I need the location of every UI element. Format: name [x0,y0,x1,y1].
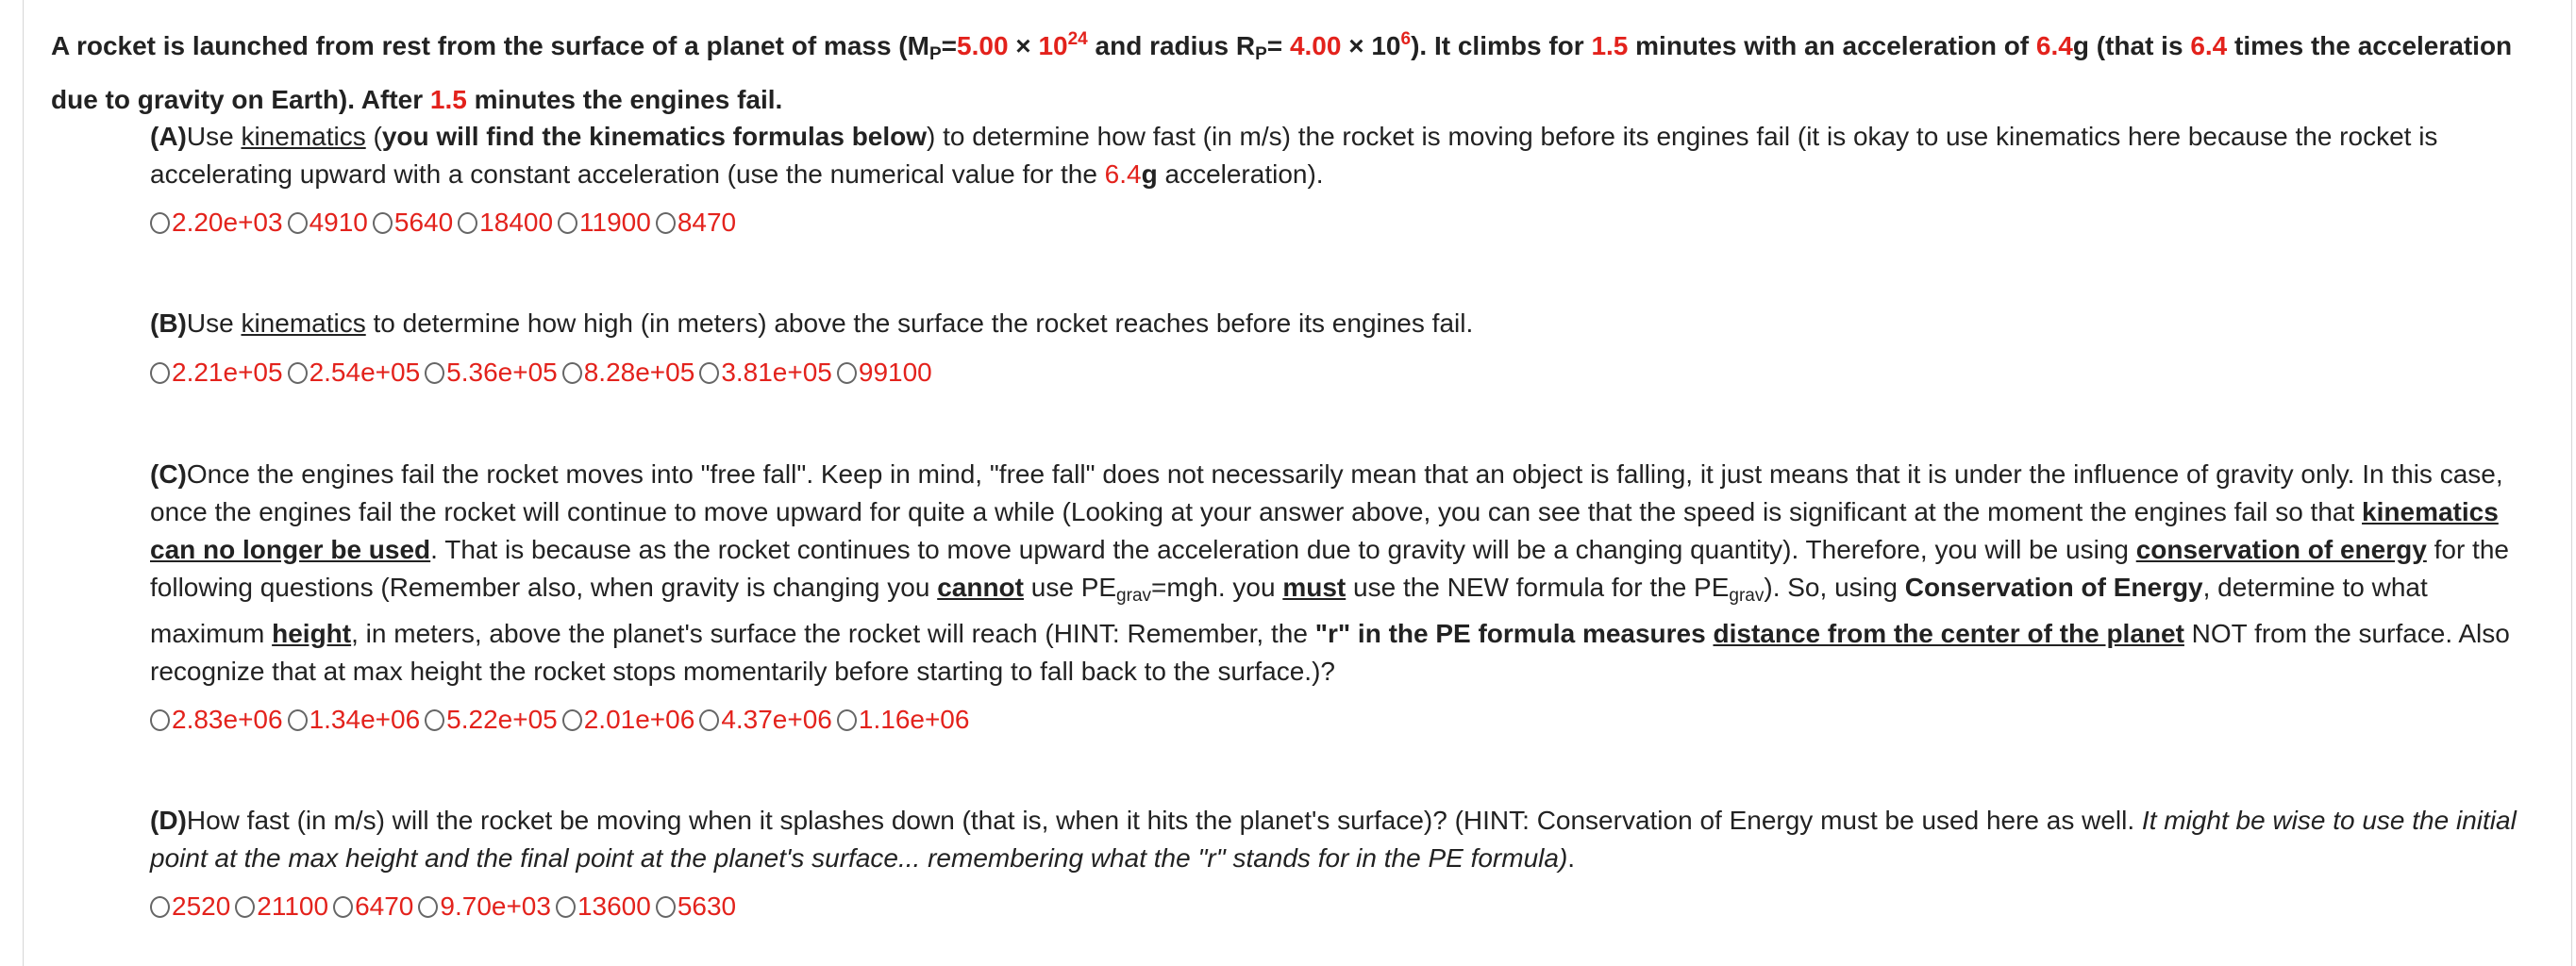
question-emphasis: kinematics can no longer be used [150,497,2499,564]
mass-value: 5.00 [957,31,1009,60]
option-label: 6470 [355,891,414,921]
question-d [150,802,2532,877]
question-text: for the following questions (Remember also, when gravity is changing you [150,535,2509,602]
answer-options-c [150,701,974,739]
radio-button[interactable] [418,896,438,918]
option-label: 11900 [579,208,651,237]
radio-button[interactable] [333,896,353,918]
question-text: . That is because as the rocket continues to move upward the acceleration due to gravity will be a changing quantity). Therefore, you will be using [430,535,2136,564]
radio-button[interactable] [288,709,308,731]
answer-option[interactable] [837,354,932,391]
answer-option[interactable] [425,701,558,739]
option-label: 8.28e+05 [583,358,695,387]
option-label: 5640 [393,208,454,237]
option-label: 99100 [858,358,932,387]
question-label: (D) [150,806,187,835]
question-text: , in meters, above the planet's surface the rocket will reach (HINT: Remember, the [351,619,1315,648]
radio-button[interactable] [558,212,577,234]
question-text: Use [186,308,242,338]
radio-button[interactable] [150,362,170,384]
option-label: 2.01e+06 [583,705,695,734]
radio-button[interactable] [425,709,444,731]
radio-button[interactable] [562,362,582,384]
radio-button[interactable] [837,362,857,384]
pe-subscript: grav [1116,586,1152,606]
answer-option[interactable] [656,888,736,925]
option-label: 4.37e+06 [721,705,832,734]
radio-button[interactable] [288,362,308,384]
option-label: 8470 [677,208,737,237]
acceleration-value: 6.4 [2190,31,2228,60]
option-label: 4910 [309,208,368,237]
option-label: 2.54e+05 [309,358,421,387]
radio-button[interactable] [656,212,676,234]
intro-text: × 10 [1341,31,1401,60]
time-value: 1.5 [429,85,467,114]
question-text: ). So, using [1764,573,1905,602]
question-emphasis: must [1282,573,1347,602]
intro-text: g (that is [2072,31,2191,60]
answer-option[interactable] [288,354,421,391]
radio-button[interactable] [150,896,170,918]
answer-option[interactable] [562,701,695,739]
answer-option[interactable] [837,701,970,739]
question-text: How fast (in m/s) will the rocket be moving when it splashes down (that is, when it hits the planet's surface)? (HINT: Conservation of Energy must be used here as well. [186,806,2142,835]
radio-button[interactable] [837,709,857,731]
answer-option[interactable] [333,888,413,925]
radio-button[interactable] [150,709,170,731]
question-label: (A) [150,122,187,151]
option-label: 5630 [677,891,737,921]
question-text: , determine to what maximum [150,573,2428,648]
question-text: =mgh. you [1151,573,1283,602]
question-label: (C) [150,459,187,489]
intro-text: minutes the engines fail. [466,85,783,114]
radio-button[interactable] [373,212,393,234]
answer-option[interactable] [288,701,421,739]
option-label: 2.20e+03 [172,208,283,237]
radio-button[interactable] [656,896,676,918]
mass-exponent: 24 [1067,29,1088,49]
radio-button[interactable] [425,362,444,384]
acceleration-value: 6.4 [2035,31,2073,60]
radio-button[interactable] [556,896,576,918]
question-text: . [1567,843,1576,873]
answer-option[interactable] [150,354,283,391]
mass-subscript: P [928,44,942,64]
answer-option[interactable] [373,204,453,242]
radio-button[interactable] [150,212,170,234]
g-symbol: g [1141,159,1158,189]
radio-button[interactable] [235,896,255,918]
question-text: Once the engines fail the rocket moves into "free fall". Keep in mind, "free fall" does not necessarily mean that an object is falling, it just means that it is under the influence of gravity only. In this case, once the engines fail the rocket will continue to move upward for quite a while (Looking at your answer above, you can see that the speed is significant at the moment the engines fail so that [150,459,2503,526]
question-c [150,456,2532,691]
answer-option[interactable] [656,204,736,242]
problem-statement [51,17,2523,123]
intro-text: ). It climbs for [1411,31,1592,60]
intro-text: = [1266,31,1290,60]
answer-option[interactable] [418,888,551,925]
radius-subscript: P [1255,44,1267,64]
answer-option[interactable] [150,701,283,739]
kinematics-link[interactable]: kinematics [241,122,366,151]
radio-button[interactable] [699,709,719,731]
intro-text: minutes with an acceleration of [1628,31,2036,60]
answer-option[interactable] [699,354,832,391]
question-emphasis: you will find the kinematics formulas below [381,122,928,151]
radio-button[interactable] [288,212,308,234]
question-emphasis: Conservation of Energy [1904,573,2203,602]
question-text: Use [186,122,242,151]
question-text: use PE [1023,573,1117,602]
option-label: 2.83e+06 [172,705,283,734]
option-label: 5.36e+05 [446,358,558,387]
conservation-of-energy-link[interactable]: conservation of energy [2135,535,2427,564]
answer-option[interactable] [699,701,832,739]
kinematics-link[interactable]: kinematics [241,308,366,338]
option-label: 13600 [577,891,651,921]
question-text: ) to determine how fast (in m/s) the rocket is moving before its engines fail (it is okay to use kinematics here because the rocket is accelerating upward with a constant acceleration (use the numerical value for the [150,122,2438,189]
question-emphasis: distance from the center of the planet [1713,619,2184,648]
radius-exponent: 6 [1400,29,1412,49]
option-label: 1.16e+06 [858,705,970,734]
option-label: 18400 [479,208,554,237]
radio-button[interactable] [458,212,477,234]
intro-text: = [941,31,958,60]
answer-option[interactable] [288,204,368,242]
radio-button[interactable] [562,709,582,731]
answer-option[interactable] [235,888,328,925]
option-label: 3.81e+05 [721,358,832,387]
option-label: 9.70e+03 [440,891,551,921]
intro-text: A rocket is launched from rest from the surface of a planet of mass (M [51,31,929,60]
question-emphasis: height [272,619,352,648]
option-label: 2.21e+05 [172,358,283,387]
intro-text: × [1008,31,1039,60]
answer-options-b [150,354,937,391]
question-label: (B) [150,308,187,338]
answer-options-a [150,204,741,242]
option-label: 1.34e+06 [309,705,421,734]
answer-option[interactable] [425,354,558,391]
pe-subscript: grav [1729,586,1765,606]
question-text: use the NEW formula for the PE [1346,573,1730,602]
option-label: 21100 [257,891,329,921]
time-value: 1.5 [1591,31,1629,60]
answer-options-d [150,888,741,925]
question-text: to determine how high (in meters) above the surface the rocket reaches before its engines fail. [365,308,1474,338]
question-a [150,118,2532,193]
intro-text: and radius R [1087,31,1256,60]
question-text: ( [365,122,382,151]
intro-text: times the acceleration due to gravity on Earth). After [51,31,2513,114]
acceleration-value: 6.4 [1104,159,1142,189]
answer-option[interactable] [150,888,230,925]
radius-value: 4.00 [1289,31,1342,60]
answer-option[interactable] [558,204,651,242]
answer-option[interactable] [562,354,695,391]
option-label: 2520 [172,891,231,921]
question-hint: It might be wise to use the initial point at the max height and the final point at the planet's surface... remembering what the "r" stands for in the PE formula) [150,806,2517,873]
answer-option[interactable] [150,204,283,242]
option-label: 5.22e+05 [446,705,558,734]
question-b [150,305,2532,342]
question-text: NOT from the surface. Also recognize that at max height the rocket stops momentarily before starting to fall back to the surface.)? [150,619,2510,686]
question-emphasis: cannot [937,573,1024,602]
question-text: acceleration). [1157,159,1324,189]
answer-option[interactable] [556,888,651,925]
answer-option[interactable] [458,204,553,242]
radio-button[interactable] [699,362,719,384]
mass-base: 10 [1038,31,1068,60]
question-emphasis: "r" in the PE formula measures [1314,619,1714,648]
